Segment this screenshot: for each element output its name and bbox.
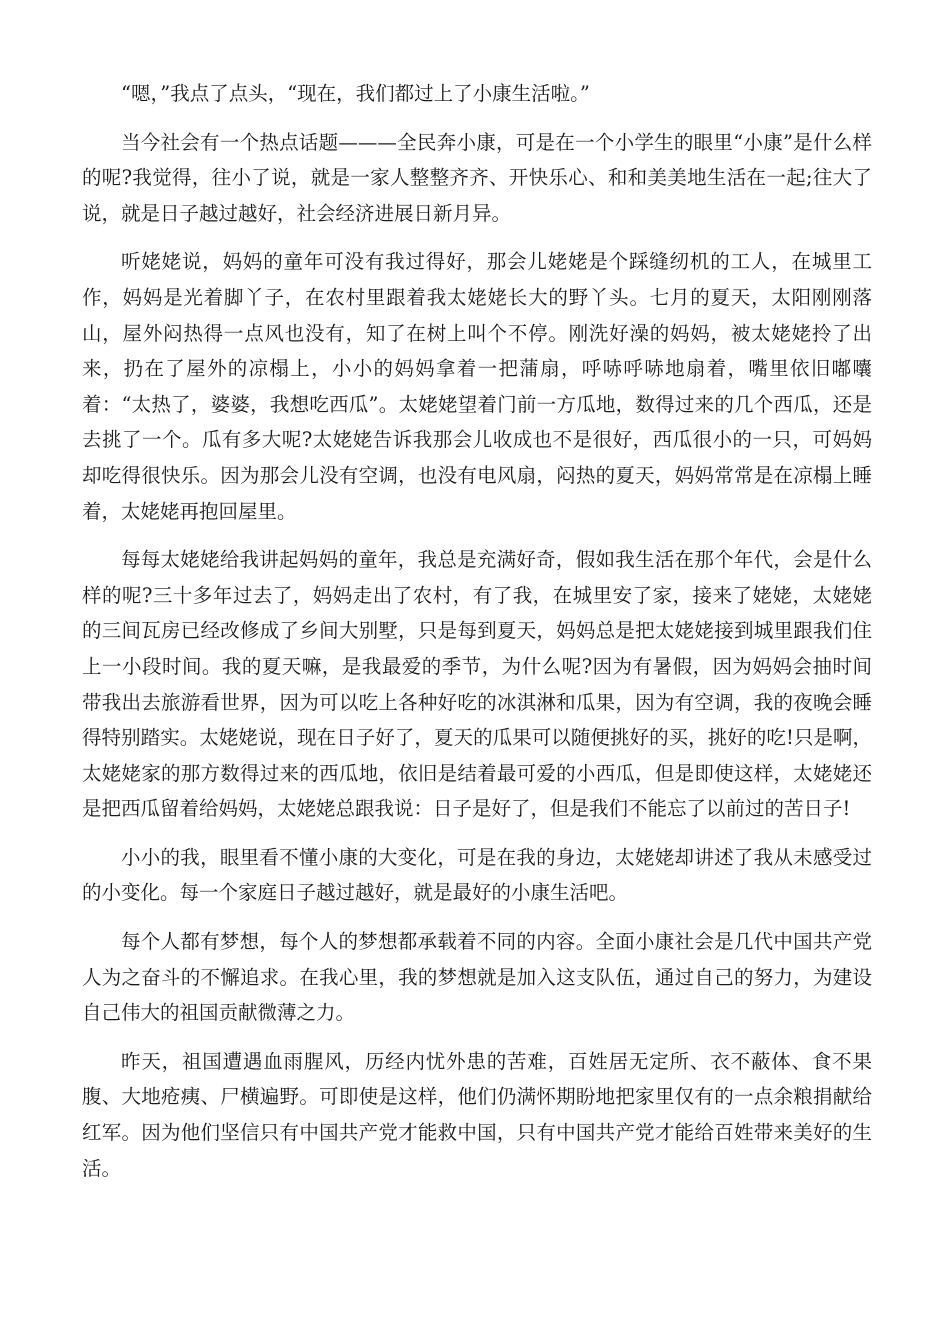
paragraph-2: 当今社会有一个热点话题———全民奔小康，可是在一个小学生的眼里“小康”是什么样的呢?我觉得，往小了说，就是一家人整整齐齐、开快乐心、和和美美地生活在一起;往大了说，就是日子越过越好，社会经济进展日新月异。 <box>82 130 872 225</box>
document-body <box>82 76 872 1199</box>
paragraph-4: 每每太姥姥给我讲起妈妈的童年，我总是充满好奇，假如我生活在那个年代，会是什么样的呢?三十多年过去了，妈妈走出了农村，有了我，在城里安了家，接来了姥姥，太姥姥的三间瓦房已经改修成了乡间大别墅，只是每到夏天，妈妈总是把太姥姥接到城里跟我们住上一小段时间。我的夏天嘛，是我最爱的季节，为什么呢?因为有暑假，因为妈妈会抽时间带我出去旅游看世界，因为可以吃上各种好吃的冰淇淋和瓜果，因为有空调，我的夜晚会睡得特别踏实。太姥姥说，现在日子好了，夏天的瓜果可以随便挑好的买，挑好的吃!只是啊，太姥姥家的那方数得过来的西瓜地，依旧是结着最可爱的小西瓜，但是即使这样，太姥姥还是把西瓜留着给妈妈，太姥姥总跟我说：日子是好了，但是我们不能忘了以前过的苦日子! <box>82 548 872 821</box>
paragraph-5: 小小的我，眼里看不懂小康的大变化，可是在我的身边，太姥姥却讲述了我从未感受过的小变化。每一个家庭日子越过越好，就是最好的小康生活吧。 <box>82 845 872 905</box>
paragraph-6: 每个人都有梦想，每个人的梦想都承载着不同的内容。全面小康社会是几代中国共产党人为之奋斗的不懈追求。在我心里，我的梦想就是加入这支队伍，通过自己的努力，为建设自己伟大的祖国贡献微薄之力。 <box>82 930 872 1025</box>
paragraph-3: 听姥姥说，妈妈的童年可没有我过得好，那会儿姥姥是个踩缝纫机的工人，在城里工作，妈妈是光着脚丫子，在农村里跟着我太姥姥长大的野丫头。七月的夏天，太阳刚刚落山，屋外闷热得一点风也没有，知了在树上叫个不停。刚洗好澡的妈妈，被太姥姥拎了出来，扔在了屋外的凉榻上，小小的妈妈拿着一把蒲扇，呼哧呼哧地扇着，嘴里依旧嘟囔着：“太热了，婆婆，我想吃西瓜”。太姥姥望着门前一方瓜地，数得过来的几个西瓜，还是去挑了一个。瓜有多大呢?太姥姥告诉我那会儿收成也不是很好，西瓜很小的一只，可妈妈却吃得很快乐。因为那会儿没有空调，也没有电风扇，闷热的夏天，妈妈常常是在凉榻上睡着，太姥姥再抱回屋里。 <box>82 250 872 523</box>
paragraph-1: “嗯，”我点了点头，“现在，我们都过上了小康生活啦。” <box>121 82 590 105</box>
paragraph-7: 昨天，祖国遭遇血雨腥风，历经内忧外患的苦难，百姓居无定所、衣不蔽体、食不果腹、大地疮痍、尸横遍野。可即使是这样，他们仍满怀期盼地把家里仅有的一点余粮捐献给红军。因为他们坚信只有中国共产党才能救中国，只有中国共产党才能给百姓带来美好的生活。 <box>82 1049 872 1180</box>
